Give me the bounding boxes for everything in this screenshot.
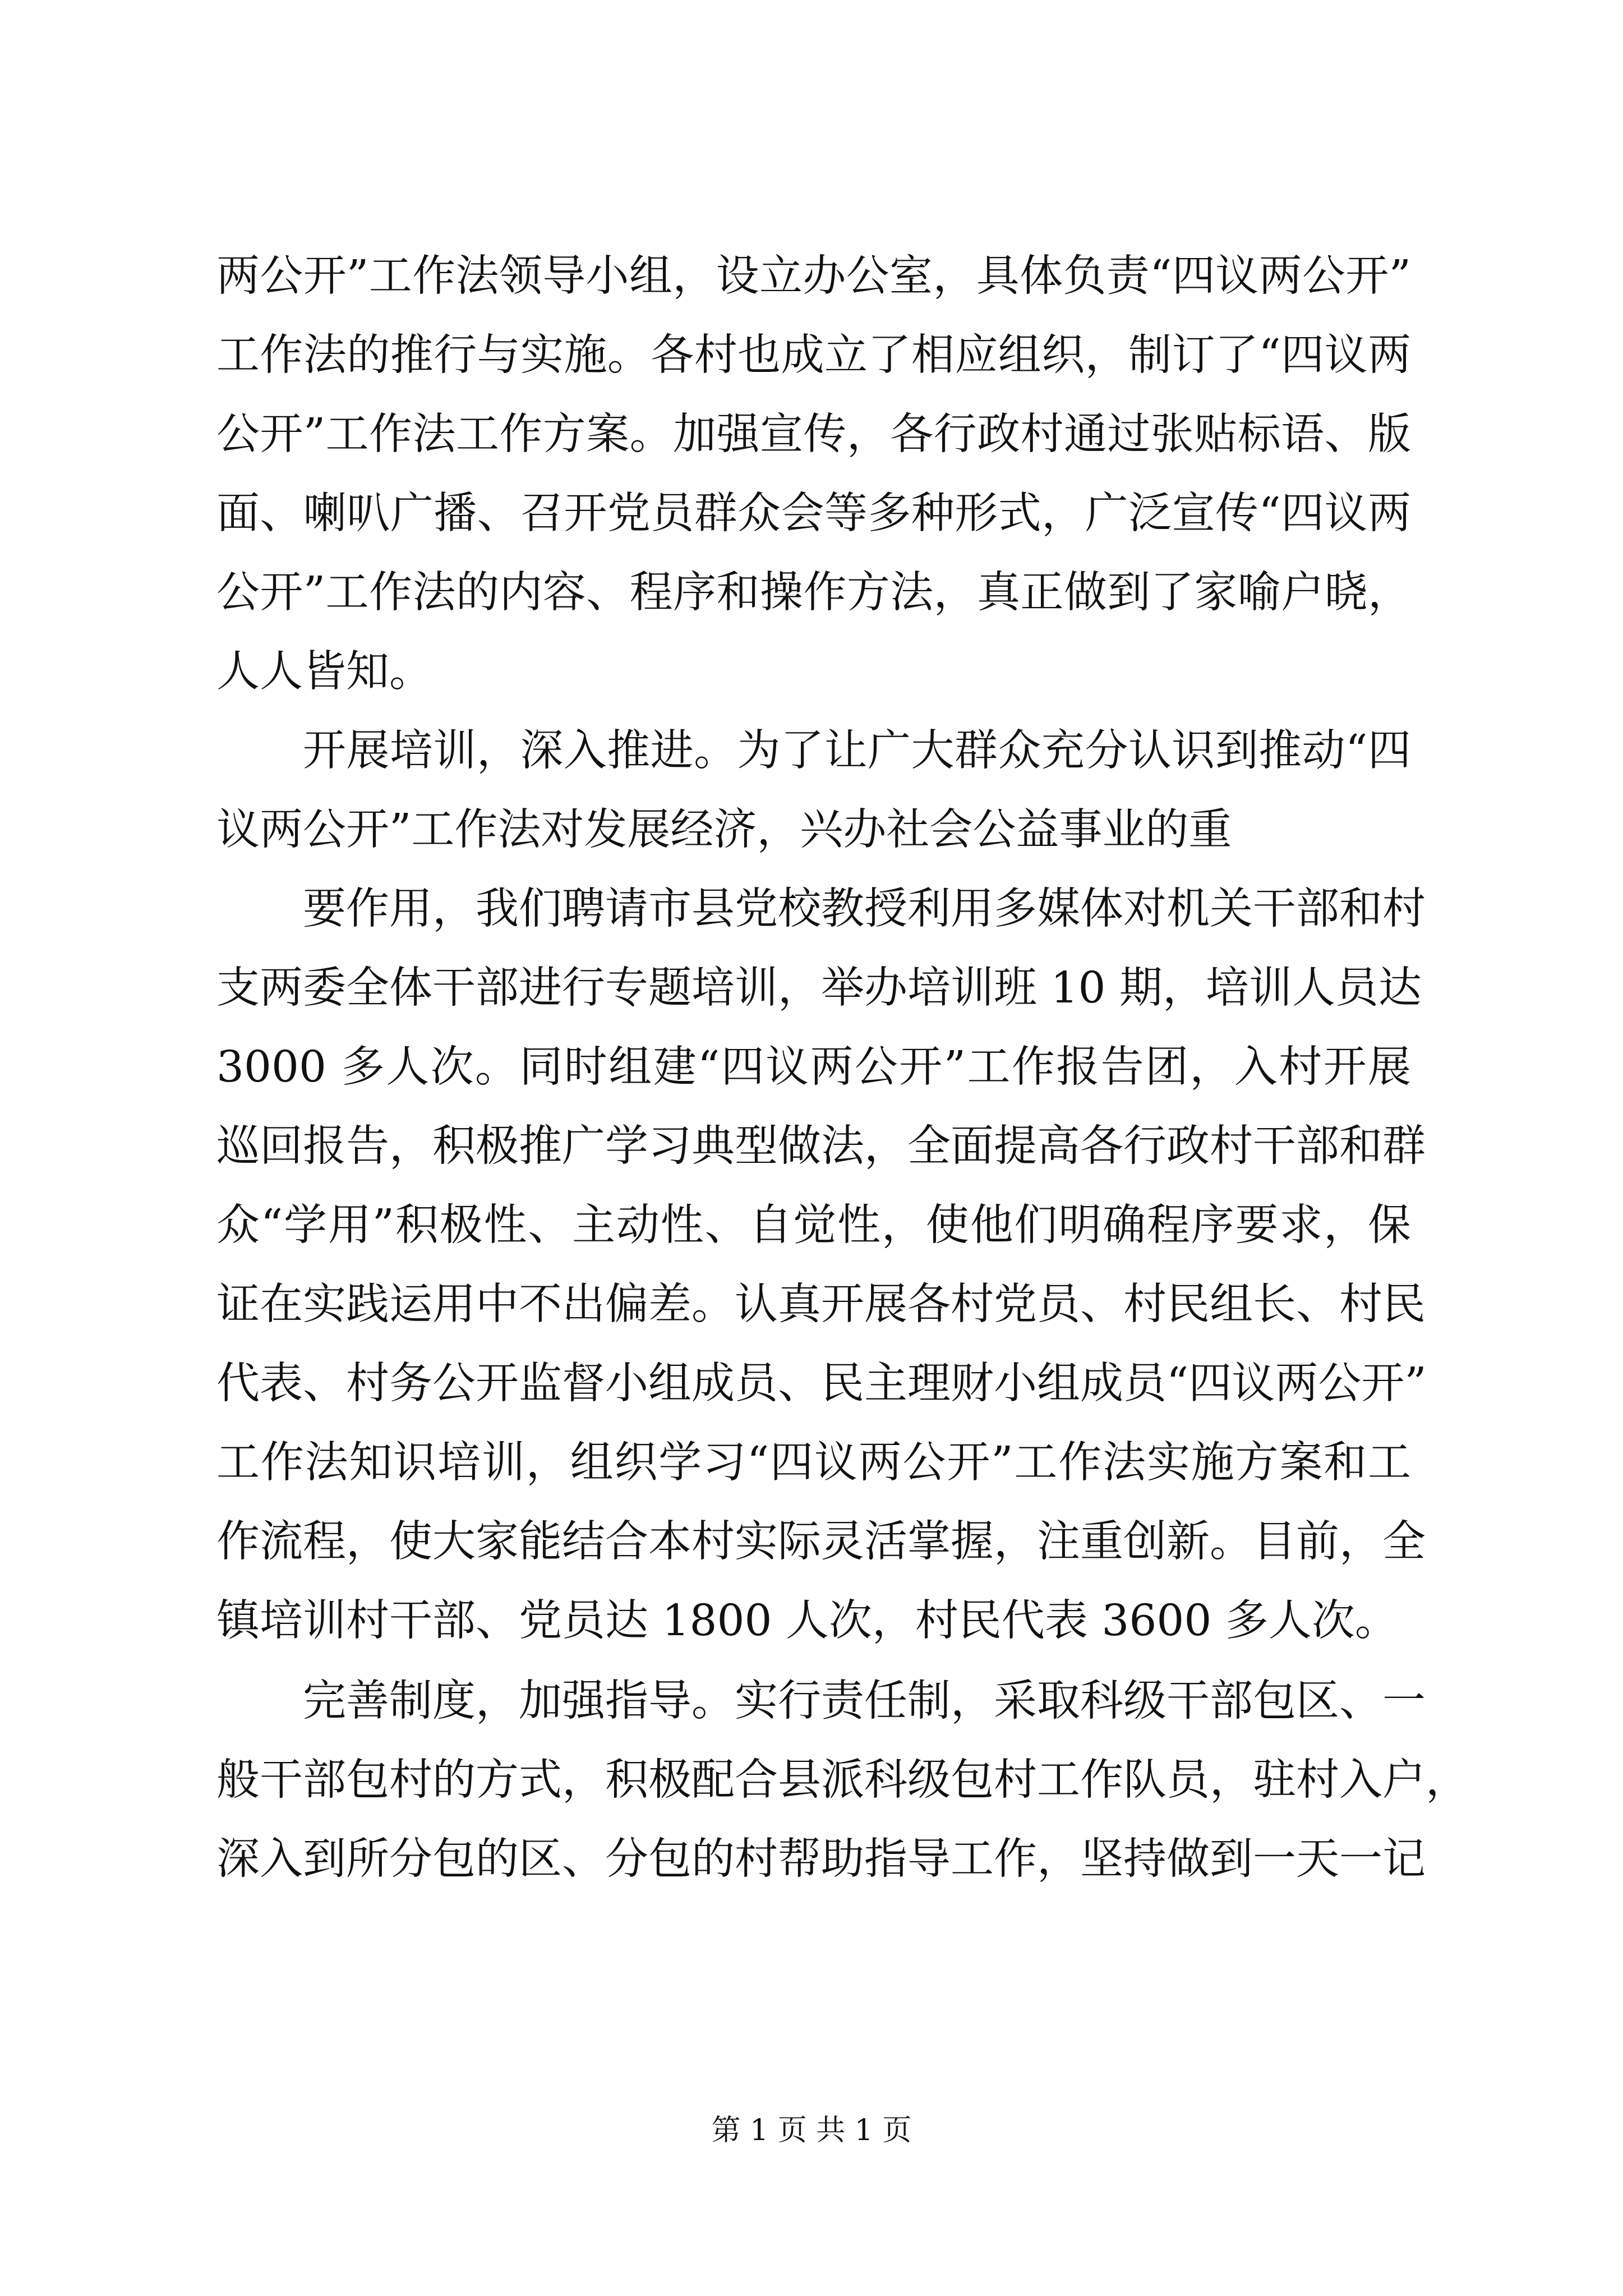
paragraph-first-line: 完善制度，加强指导。实行责任制，采取科级干部包区、一 xyxy=(303,1676,1426,1726)
text-line: 代表、村务公开监督小组成员、民主理财小组成员“四议两公开” xyxy=(216,1359,1427,1409)
text-line: 工作法知识培训，组织学习“四议两公开”工作法实施方案和工 xyxy=(216,1438,1411,1488)
text-line: 公开”工作法的内容、程序和操作方法，真正做到了家喻户晓， xyxy=(216,568,1411,618)
text-line: 镇培训村干部、党员达 1800 人次，村民代表 3600 多人次。 xyxy=(216,1596,1398,1646)
text-line: 深入到所分包的区、分包的村帮助指导工作，坚持做到一天一记 xyxy=(216,1834,1426,1884)
text-line: 工作法的推行与实施。各村也成立了相应组织，制订了“四议两 xyxy=(216,330,1411,380)
text-line: 般干部包村的方式，积极配合县派科级包村工作队员，驻村入户， xyxy=(216,1755,1469,1805)
text-line: 众“学用”积极性、主动性、自觉性，使他们明确程序要求，保 xyxy=(216,1200,1411,1250)
text-line: 公开”工作法工作方案。加强宣传，各行政村通过张贴标语、版 xyxy=(216,409,1411,459)
text-line: 议两公开”工作法对发展经济，兴办社会公益事业的重 xyxy=(216,805,1232,855)
text-line: 人人皆知。 xyxy=(216,647,432,697)
page-number-footer: 第 1 页 共 1 页 xyxy=(711,2114,912,2147)
text-line: 两公开”工作法领导小组，设立办公室，具体负责“四议两公开” xyxy=(216,251,1411,301)
text-line: 3000 多人次。同时组建“四议两公开”工作报告团，入村开展 xyxy=(216,1042,1411,1092)
paragraph-first-line: 要作用，我们聘请市县党校教授利用多媒体对机关干部和村 xyxy=(303,884,1426,934)
paragraph-first-line: 开展培训，深入推进。为了让广大群众充分认识到推动“四 xyxy=(303,726,1411,776)
text-line: 支两委全体干部进行专题培训，举办培训班 10 期，培训人员达 xyxy=(216,963,1422,1013)
text-line: 面、喇叭广播、召开党员群众会等多种形式，广泛宣传“四议两 xyxy=(216,489,1411,539)
text-line: 证在实践运用中不出偏差。认真开展各村党员、村民组长、村民 xyxy=(216,1280,1426,1329)
text-line: 作流程，使大家能结合本村实际灵活掌握，注重创新。目前，全 xyxy=(216,1517,1426,1567)
text-line: 巡回报告，积极推广学习典型做法，全面提高各行政村干部和群 xyxy=(216,1121,1426,1171)
